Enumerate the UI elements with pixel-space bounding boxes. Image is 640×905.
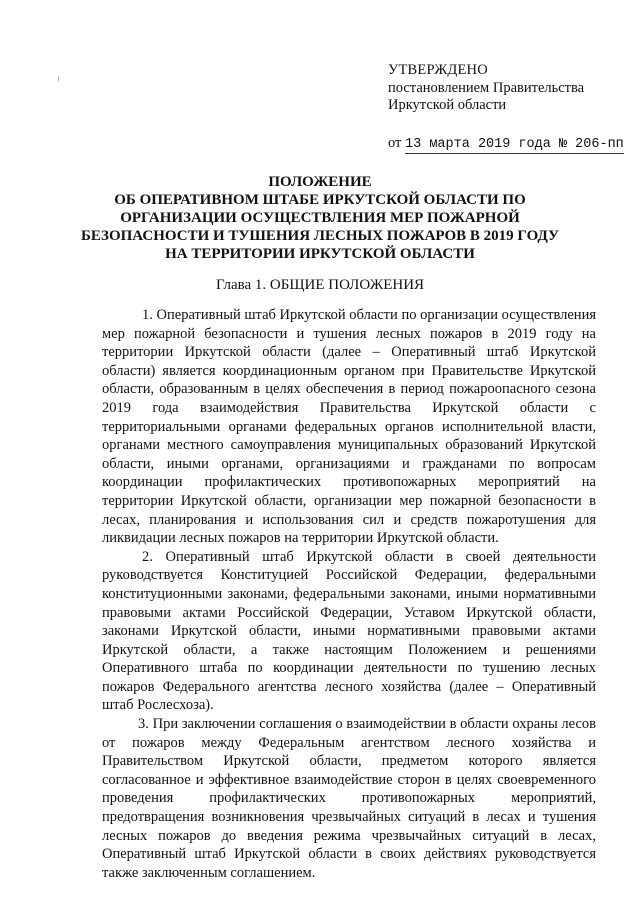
body-text bbox=[102, 306, 596, 882]
paragraph-3: 3. При заключении соглашения о взаимодействии в области охраны лесов от пожаров между Федеральным агентством лесного хозяйства и Правительством Иркутской области, предметом которого является согласованное и эффективное взаимодействие сторон в целях своевременного проведения профилактических противопожарных мероприятий, предотвращения возникновения чрезвычайных ситуаций в лесах и тушения лесных пожаров до введения режима чрезвычайных ситуаций в лесах, Оперативный штаб Иркутской области в своих действиях руководствуется также заключенным соглашением. bbox=[102, 716, 596, 881]
approval-line-2: Иркутской области bbox=[388, 97, 507, 113]
scan-mark bbox=[58, 76, 59, 82]
approval-date-line bbox=[388, 135, 624, 154]
paragraph-1: 1. Оперативный штаб Иркутской области по организации осуществления мер пожарной безопасности и тушения лесных пожаров в 2019 году на территории Иркутской области (далее – Оперативный штаб Иркутской области) является координационным органом при Правительстве Иркутской области, образованным в целях обеспечения в период пожароопасного сезона 2019 года взаимодействия Правительства Иркутской области с территориальными органами федеральных органов исполнительной власти, органами местного самоуправления муниципальных образований Иркутской области, иными органами, организациями и гражданами по вопросам координации профилактических противопожарных мероприятий на территории Иркутской области, организации мер пожарной безопасности в лесах, планирования и использования сил и средств пожаротушения для ликвидации лесных пожаров на территории Иркутской области. bbox=[102, 307, 596, 547]
title-line-2: ОБ ОПЕРАТИВНОМ ШТАБЕ ИРКУТСКОЙ ОБЛАСТИ ПО bbox=[114, 192, 526, 208]
approval-heading: УТВЕРЖДЕНО bbox=[388, 62, 488, 78]
paragraph-2: 2. Оперативный штаб Иркутской области в своей деятельности руководствуется Конституцией Российской Федерации, федеральными конституционными законами, федеральными законами, иными нормативными правовыми актами Российской Федерации, Уставом Иркутской области, законами Иркутской области, иными нормативными правовыми актами Иркутской области, а также настоящим Положением и решениями Оперативного штаба по координации деятельности по тушению лесных пожаров Федерального агентства лесного хозяйства (далее – Оперативный штаб Рослесхоза). bbox=[102, 548, 596, 714]
document-title bbox=[60, 173, 580, 263]
approval-block bbox=[388, 62, 624, 153]
title-line-5: НА ТЕРРИТОРИИ ИРКУТСКОЙ ОБЛАСТИ bbox=[165, 246, 475, 262]
approval-line-1: постановлением Правительства bbox=[388, 79, 585, 96]
title-line-3: ОРГАНИЗАЦИИ ОСУЩЕСТВЛЕНИЯ МЕР ПОЖАРНОЙ bbox=[120, 210, 520, 226]
approval-date-prefix: от bbox=[388, 134, 406, 151]
title-line-4: БЕЗОПАСНОСТИ И ТУШЕНИЯ ЛЕСНЫХ ПОЖАРОВ В 2019 ГОДУ bbox=[80, 228, 560, 244]
chapter-heading: Глава 1. ОБЩИЕ ПОЛОЖЕНИЯ bbox=[215, 277, 425, 293]
approval-date-value: 13 марта 2019 года № 206-пп bbox=[405, 136, 624, 152]
title-line-1: ПОЛОЖЕНИЕ bbox=[268, 174, 372, 190]
